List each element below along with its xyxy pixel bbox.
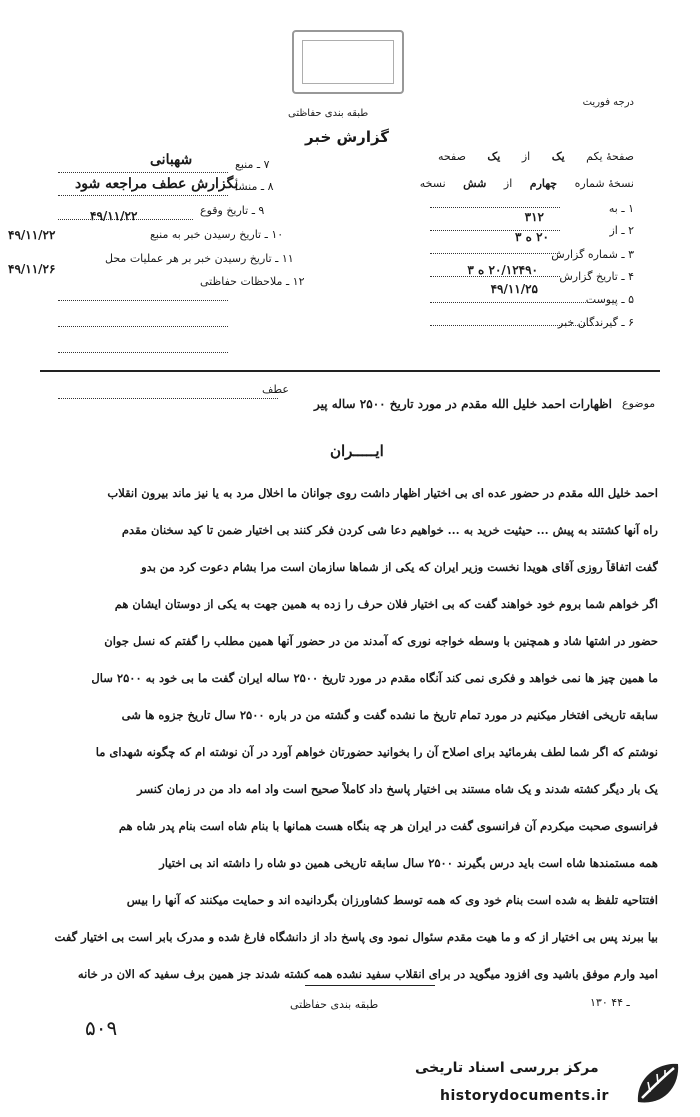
body-line: همه مستمندها شاه است باید درس بگیرند ۲۵۰۰ سال سابقه تاریخی همین دو شاه را داشته اند بی اختیار	[159, 856, 658, 870]
body-line: ما همین چیز ها نمی خواهد و فکری نمی کند آنگاه مقدم در مورد تاریخ ۲۵۰۰ ساله ایران گفت ما بی خود به ۲۵۰۰ سال	[91, 671, 658, 685]
field-report-date: ۴ ـ تاریخ گزارش	[559, 270, 634, 283]
body-line: احمد خلیل الله مقدم در حضور عده ای بی اختیار اظهار داشت روی جوانان ما اخلال مرد به یا نیز ماند بیرون انقلاب	[107, 486, 658, 500]
field-received-by-unit: ۱۱ ـ تاریخ رسیدن خبر بر هر عملیات محل	[105, 252, 294, 265]
watermark-title: مرکز بررسی اسناد تاریخی	[415, 1060, 599, 1076]
report-title: گزارش خبر	[305, 128, 390, 146]
field-report-number-value: ۲۰/۱۲۴۹۰ ه ۳	[467, 263, 538, 277]
priority-label: درجه فوریت	[582, 97, 634, 108]
field-origin: ۸ ـ منشأ	[235, 180, 274, 193]
field-from: ۲ ـ از	[609, 224, 634, 237]
page-number: ۵۰۹	[85, 1016, 118, 1040]
form-code: ۱۳۰ ـ ۴۴	[590, 996, 630, 1009]
field-source: ۷ ـ منبع	[235, 158, 270, 171]
field-occurrence-date: ۹ ـ تاریخ وقوع	[200, 204, 265, 217]
field-received-by-source-value: ۴۹/۱۱/۲۲	[8, 228, 56, 242]
body-line: سابقه تاریخی افتخار میکنیم در مورد تمام تاریخ ما نشده گفت و گشته من در باره ۲۵۰۰ سال تاریخ جزوه ها شی	[121, 708, 658, 722]
body-line: افتتاحیه تلفظ به شده است بنام خود وی که همه توسط کشاورزان بگردانیده اند و حمایت میکنند که آنها را بیس	[126, 893, 658, 907]
body-line: گفت اتفاقاً روزی آقای هویدا نخست وزیر ایران که یکی از شماها سازمان است مرا بشام دعوت کرد من بدو	[141, 560, 658, 574]
field-from-value: ۲۰ ه ۳	[515, 230, 549, 244]
leaf-icon	[632, 1058, 684, 1110]
field-copy: نسخهٔ شماره چهارم از شش نسخه	[419, 177, 634, 190]
field-occurrence-date-value: ۴۹/۱۱/۲۲	[90, 209, 138, 223]
field-recipients: ۶ ـ گیرندگان خبر	[558, 316, 634, 329]
body-line: فرانسوی صحبت میکردم آن فرانسوی گفت در ایران هر چه بنگاه هست همانها با بنام شاه است بنام پدر شاه هم	[118, 819, 658, 833]
salutation: ایـــــران	[330, 442, 384, 460]
field-attachment: ۵ ـ پیوست	[585, 293, 634, 306]
footer-classification: طبقه بندی حفاظتی	[290, 998, 379, 1011]
body-line: امید وارم موفق باشید وی افزود میگوید در برای انقلاب سفید نشده همه کشته شدند جز همین برف سفید که الان در خانه	[77, 967, 658, 981]
field-received-by-unit-value: ۴۹/۱۱/۲۶	[8, 262, 56, 276]
classification-label: طبقه بندی حفاظتی	[288, 108, 369, 119]
field-to: ۱ ـ به	[608, 202, 634, 215]
field-to-value: ۳۱۲	[524, 210, 544, 224]
reference-label: عطف	[262, 383, 289, 396]
body-line: نوشتم که اگر شما لطف بفرمائید برای اصلاح آن را بخوانید حضورتان خواهم آورد در آن نوشته ام که چگونه شهدای ما	[95, 745, 658, 759]
body-line: راه آنها کشتند به پیش ... حیثیت خرید به ... خواهیم دعا شی کردن فکر کنند بی اختیار ضمن تا کید سخنان مقدم	[121, 523, 658, 537]
field-received-by-source: ۱۰ ـ تاریخ رسیدن خبر به منبع	[150, 228, 284, 241]
field-origin-value: بگزارش عطف مراجعه شود	[75, 176, 239, 192]
body-line: حضور در اشتها شاد و همچنین با وسطه خواجه نوری که آمدند من در حضور آنها همین مطلب را گفتم که نسل جوان	[104, 634, 658, 648]
field-page: صفحهٔ یکم یک از یک صفحه	[438, 150, 634, 163]
field-source-value: شهبانی	[150, 152, 193, 168]
watermark-url: historydocuments.ir	[440, 1088, 609, 1104]
stamp-seal-icon	[292, 30, 404, 94]
header-divider	[40, 370, 660, 372]
field-report-number: ۳ ـ شماره گزارش	[551, 248, 634, 261]
body-line: بیا ببرند پس بی اختیار از که و ما هیت مقدم سئوال نمود وی پاسخ داد از دانشگاه فارغ شده و مدرک بابر است بی اختیار گفت	[54, 930, 658, 944]
subject-label: موضوع	[622, 397, 656, 410]
field-security-notes: ۱۲ ـ ملاحظات حفاظتی	[200, 275, 305, 288]
body-line: یک بار دیگر کشته شدند و یک شاه مستند بی اختیار پاسخ داد کاملاً صحیح است واد امه داد من در زمان کنسر	[137, 782, 658, 796]
subject-text: اظهارات احمد خلیل الله مقدم در مورد تاریخ ۲۵۰۰ ساله پیر	[314, 397, 612, 411]
body-line: اگر خواهم شما بروم خود خواهند گفت که بی اختیار فلان حرف را زده به همین جهت به یکی از دوستان ایشان هم	[114, 597, 658, 611]
field-report-date-value: ۴۹/۱۱/۲۵	[490, 282, 538, 296]
